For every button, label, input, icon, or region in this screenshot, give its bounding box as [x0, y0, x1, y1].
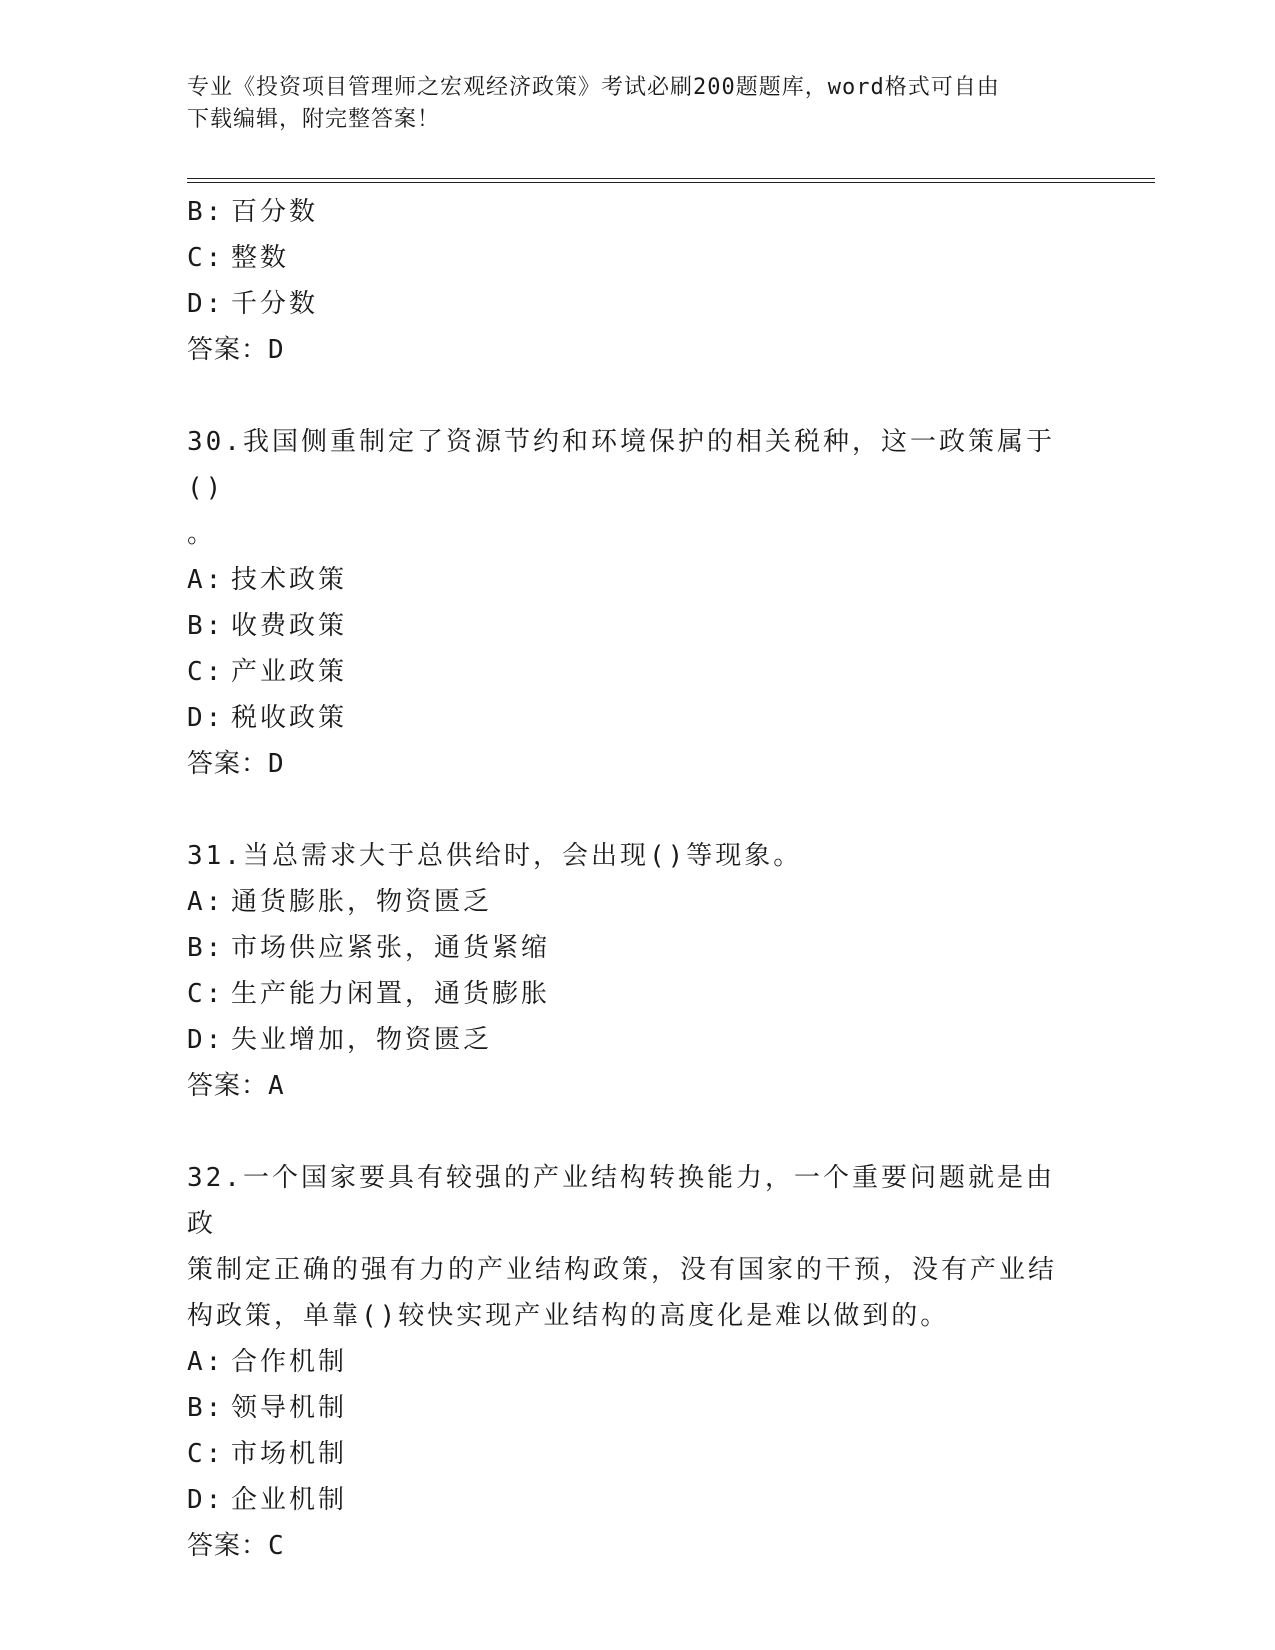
- option-a: [187, 1339, 1087, 1385]
- option-b: [187, 925, 1087, 971]
- option-label: B:: [187, 611, 225, 641]
- header-divider-bottom: [187, 182, 1155, 183]
- spacer: [187, 1109, 1087, 1155]
- answer-line: 答案：C: [187, 1531, 285, 1561]
- option-label: D:: [187, 289, 225, 319]
- option-text: 合作机制: [231, 1347, 348, 1377]
- option-d: [187, 281, 1087, 327]
- header-line-2: 下载编辑，附完整答案！: [187, 107, 441, 132]
- option-text: 技术政策: [231, 565, 348, 595]
- option-label: C:: [187, 979, 225, 1009]
- option-label: D:: [187, 1485, 225, 1515]
- option-label: B:: [187, 933, 225, 963]
- option-text: 通货膨胀，物资匮乏: [231, 887, 493, 917]
- question-30: [187, 419, 1087, 787]
- option-text: 生产能力闲置，通货膨胀: [231, 979, 551, 1009]
- question-32: [187, 1155, 1087, 1569]
- header-line-1: 专业《投资项目管理师之宏观经济政策》考试必刷200题题库，word格式可自由: [187, 75, 1000, 100]
- option-label: A:: [187, 1347, 225, 1377]
- option-b: [187, 1385, 1087, 1431]
- option-d: [187, 695, 1087, 741]
- option-label: C:: [187, 657, 225, 687]
- option-label: B:: [187, 197, 225, 227]
- document-body: [187, 189, 1087, 1569]
- option-b: [187, 189, 1087, 235]
- option-text: 收费政策: [231, 611, 348, 641]
- option-text: 市场供应紧张，通货紧缩: [231, 933, 551, 963]
- document-header: [187, 72, 1087, 136]
- option-text: 整数: [231, 243, 290, 273]
- option-c: [187, 971, 1087, 1017]
- option-d: [187, 1017, 1087, 1063]
- option-text: 税收政策: [231, 703, 348, 733]
- option-label: D:: [187, 703, 225, 733]
- option-text: 产业政策: [231, 657, 348, 687]
- option-label: C:: [187, 1439, 225, 1469]
- question-31: [187, 833, 1087, 1109]
- answer-line: 答案：D: [187, 749, 285, 779]
- header-divider-top: [187, 178, 1155, 179]
- option-c: [187, 235, 1087, 281]
- question-stem-line: 策制定正确的强有力的产业结构政策，没有国家的干预，没有产业结: [187, 1255, 1058, 1285]
- option-a: [187, 557, 1087, 603]
- question-stem-line: 32.一个国家要具有较强的产业结构转换能力，一个重要问题就是由政: [187, 1163, 1055, 1239]
- option-a: [187, 879, 1087, 925]
- option-text: 企业机制: [231, 1485, 348, 1515]
- option-label: D:: [187, 1025, 225, 1055]
- question-stem-line: 。: [187, 519, 217, 549]
- option-text: 千分数: [231, 289, 319, 319]
- spacer: [187, 787, 1087, 833]
- spacer: [187, 373, 1087, 419]
- option-text: 市场机制: [231, 1439, 348, 1469]
- question-stem-line: 31.当总需求大于总供给时，会出现()等现象。: [187, 841, 803, 871]
- option-label: A:: [187, 887, 225, 917]
- option-label: B:: [187, 1393, 225, 1423]
- option-text: 失业增加，物资匮乏: [231, 1025, 493, 1055]
- question-stem-line: 构政策，单靠()较快实现产业结构的高度化是难以做到的。: [187, 1301, 950, 1331]
- question-stem-line: 30.我国侧重制定了资源节约和环境保护的相关税种，这一政策属于(): [187, 427, 1055, 503]
- option-text: 百分数: [231, 197, 319, 227]
- answer-line: 答案：A: [187, 1071, 285, 1101]
- option-b: [187, 603, 1087, 649]
- option-c: [187, 649, 1087, 695]
- answer-line: 答案：D: [187, 335, 285, 365]
- option-label: A:: [187, 565, 225, 595]
- prev-question: [187, 189, 1087, 373]
- option-c: [187, 1431, 1087, 1477]
- option-label: C:: [187, 243, 225, 273]
- option-d: [187, 1477, 1087, 1523]
- option-text: 领导机制: [231, 1393, 348, 1423]
